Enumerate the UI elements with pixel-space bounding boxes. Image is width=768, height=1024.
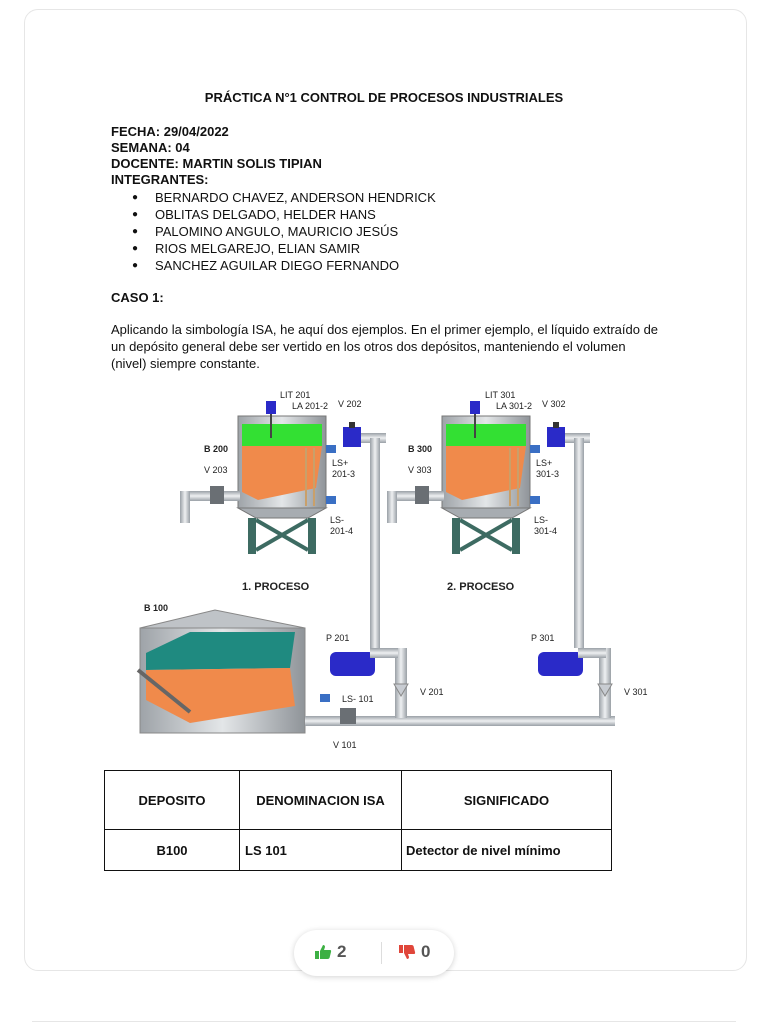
label-ls301-3a: LS+ [536,458,553,468]
label-ls201-4a: LS- [330,515,345,525]
valve-v203 [210,486,224,504]
column-header: SIGNIFICADO [402,771,612,830]
vote-divider [381,942,382,964]
label-p201: P 201 [326,633,350,643]
pump-p201 [330,652,375,676]
label-v101: V 101 [333,740,357,750]
docente-line: DOCENTE: MARTIN SOLIS TIPIAN [111,156,322,171]
label-v303: V 303 [408,465,432,475]
process-diagram [130,388,655,753]
table-row [105,830,612,871]
label-la201: LA 201-2 [292,401,329,411]
semana-line: SEMANA: 04 [111,140,190,155]
valve-v202 [343,427,361,447]
label-v301: V 301 [624,687,648,697]
table-cell: LS 101 [240,830,402,871]
tank-b300 [442,401,533,554]
valve-v302 [547,427,565,447]
thumbs-up-icon [314,944,332,960]
label-v201: V 201 [420,687,444,697]
vote-bar [294,930,454,976]
valve-v303 [415,486,429,504]
pipe [370,438,380,648]
members-list [132,189,436,274]
valve-v101 [340,708,356,724]
label-ls101: LS- 101 [342,694,374,704]
label-proceso1: 1. PROCESO [242,581,310,593]
downvote-button[interactable] [398,942,430,962]
label-lit301: LIT 301 [485,390,516,400]
member-item: ● SANCHEZ AGUILAR DIEGO FERNANDO [132,257,436,274]
pipe [395,648,407,718]
case-paragraph: Aplicando la simbología ISA, he aquí dos ejemplos. En el primer ejemplo, el líquido extraído de un depósito general debe ser vertido en los otros dos depósitos, manteniendo el volumen (nivel) siempre constante. [111,322,659,371]
member-item: ● RIOS MELGAREJO, ELIAN SAMIR [132,240,436,257]
upvote-count: 2 [337,942,347,961]
divider [32,1021,736,1022]
upvote-button[interactable] [314,942,346,962]
column-header: DEPOSITO [105,771,240,830]
label-b100: B 100 [144,603,169,613]
label-ls301-4a: LS- [534,515,549,525]
tank-b200 [238,401,329,554]
case-heading: CASO 1: [111,290,164,305]
pipe [180,491,190,523]
table-cell: B100 [105,830,240,871]
pipe [574,438,584,648]
label-la301: LA 301-2 [496,401,533,411]
label-b200: B 200 [204,444,229,454]
table-cell: Detector de nivel mínimo [402,830,612,871]
label-b300: B 300 [408,444,433,454]
pipe [387,491,397,523]
table-header-row [105,771,612,830]
tank-b100 [138,610,305,733]
label-ls301-3b: 301-3 [536,469,560,479]
label-v203: V 203 [204,465,228,475]
fecha-line: FECHA: 29/04/2022 [111,124,229,139]
thumbs-down-icon [398,944,416,960]
label-v302: V 302 [542,399,566,409]
pipe [599,648,611,718]
label-lit201: LIT 201 [280,390,311,400]
column-header: DENOMINACION ISA [240,771,402,830]
label-ls201-4b: 201-4 [330,526,354,536]
member-item: ● BERNARDO CHAVEZ, ANDERSON HENDRICK [132,189,436,206]
label-p301: P 301 [531,633,555,643]
pump-p301 [538,652,583,676]
label-proceso2: 2. PROCESO [447,581,515,593]
member-item: ● OBLITAS DELGADO, HELDER HANS [132,206,436,223]
downvote-count: 0 [421,942,431,961]
member-item: ● PALOMINO ANGULO, MAURICIO JESÚS [132,223,436,240]
document-meta [111,124,322,188]
label-v202: V 202 [338,399,362,409]
label-ls201-3b: 201-3 [332,469,356,479]
label-ls301-4b: 301-4 [534,526,558,536]
integrantes-label: INTEGRANTES: [111,172,209,187]
page-title: PRÁCTICA N°1 CONTROL DE PROCESOS INDUSTRIALES [204,90,564,105]
isa-table [104,770,612,871]
label-ls201-3a: LS+ [332,458,349,468]
